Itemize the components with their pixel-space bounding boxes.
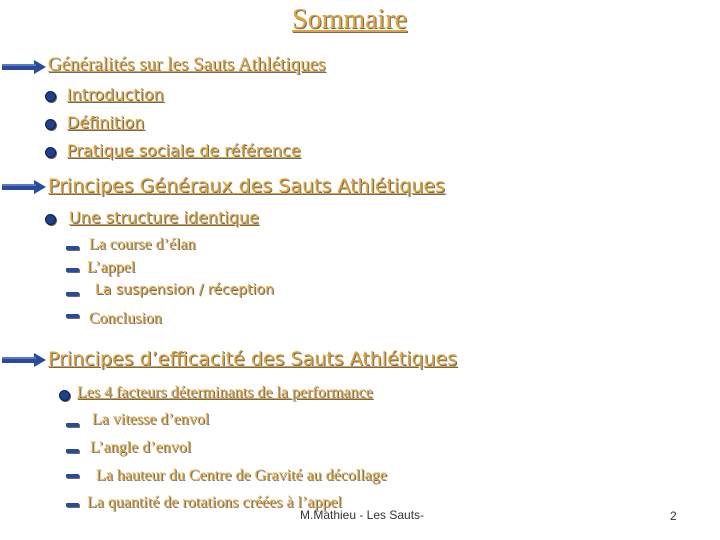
sub-item: L’angle d’envol	[90, 439, 192, 456]
dash-icon	[66, 503, 79, 507]
sub-item: L’appel	[87, 259, 136, 276]
sub-item: La hauteur du Centre de Gravité au décollage	[96, 467, 387, 484]
list-item: Les 4 facteurs déterminants de la performance	[77, 384, 373, 401]
section-heading-3: Principes d’efficacité des Sauts Athlétiques	[48, 348, 458, 370]
bullet-icon	[45, 147, 56, 158]
dash-icon	[66, 246, 79, 250]
bullet-icon	[59, 390, 70, 401]
list-item: Définition	[67, 113, 145, 132]
bullet-icon	[45, 119, 56, 130]
list-item: Une structure identique	[69, 208, 259, 227]
list-item: Pratique sociale de référence	[67, 141, 301, 160]
sub-item: La quantité de rotations créées à l’appel	[87, 494, 342, 511]
sub-item: Conclusion	[89, 310, 162, 327]
sub-item: La vitesse d’envol	[92, 411, 210, 428]
arrow-icon	[2, 180, 46, 194]
bullet-icon	[45, 214, 56, 225]
sub-item: La course d’élan	[89, 236, 196, 253]
dash-icon	[66, 449, 79, 453]
section-heading-1: Généralités sur les Sauts Athlétiques	[48, 54, 326, 75]
section-heading-2: Principes Généraux des Sauts Athlétiques	[48, 175, 445, 197]
slide-title: Sommaire	[292, 4, 408, 35]
arrow-icon	[2, 60, 46, 74]
dash-icon	[66, 474, 79, 478]
dash-icon	[66, 314, 79, 318]
arrow-icon	[2, 353, 46, 367]
list-item: Introduction	[67, 85, 164, 104]
bullet-icon	[45, 91, 56, 102]
footer-text: M.Mathieu - Les Sauts-	[300, 508, 425, 522]
dash-icon	[66, 268, 79, 272]
dash-icon	[66, 292, 79, 296]
dash-icon	[66, 423, 79, 427]
sub-item: La suspension / réception	[95, 282, 274, 298]
page-number: 2	[670, 509, 677, 523]
